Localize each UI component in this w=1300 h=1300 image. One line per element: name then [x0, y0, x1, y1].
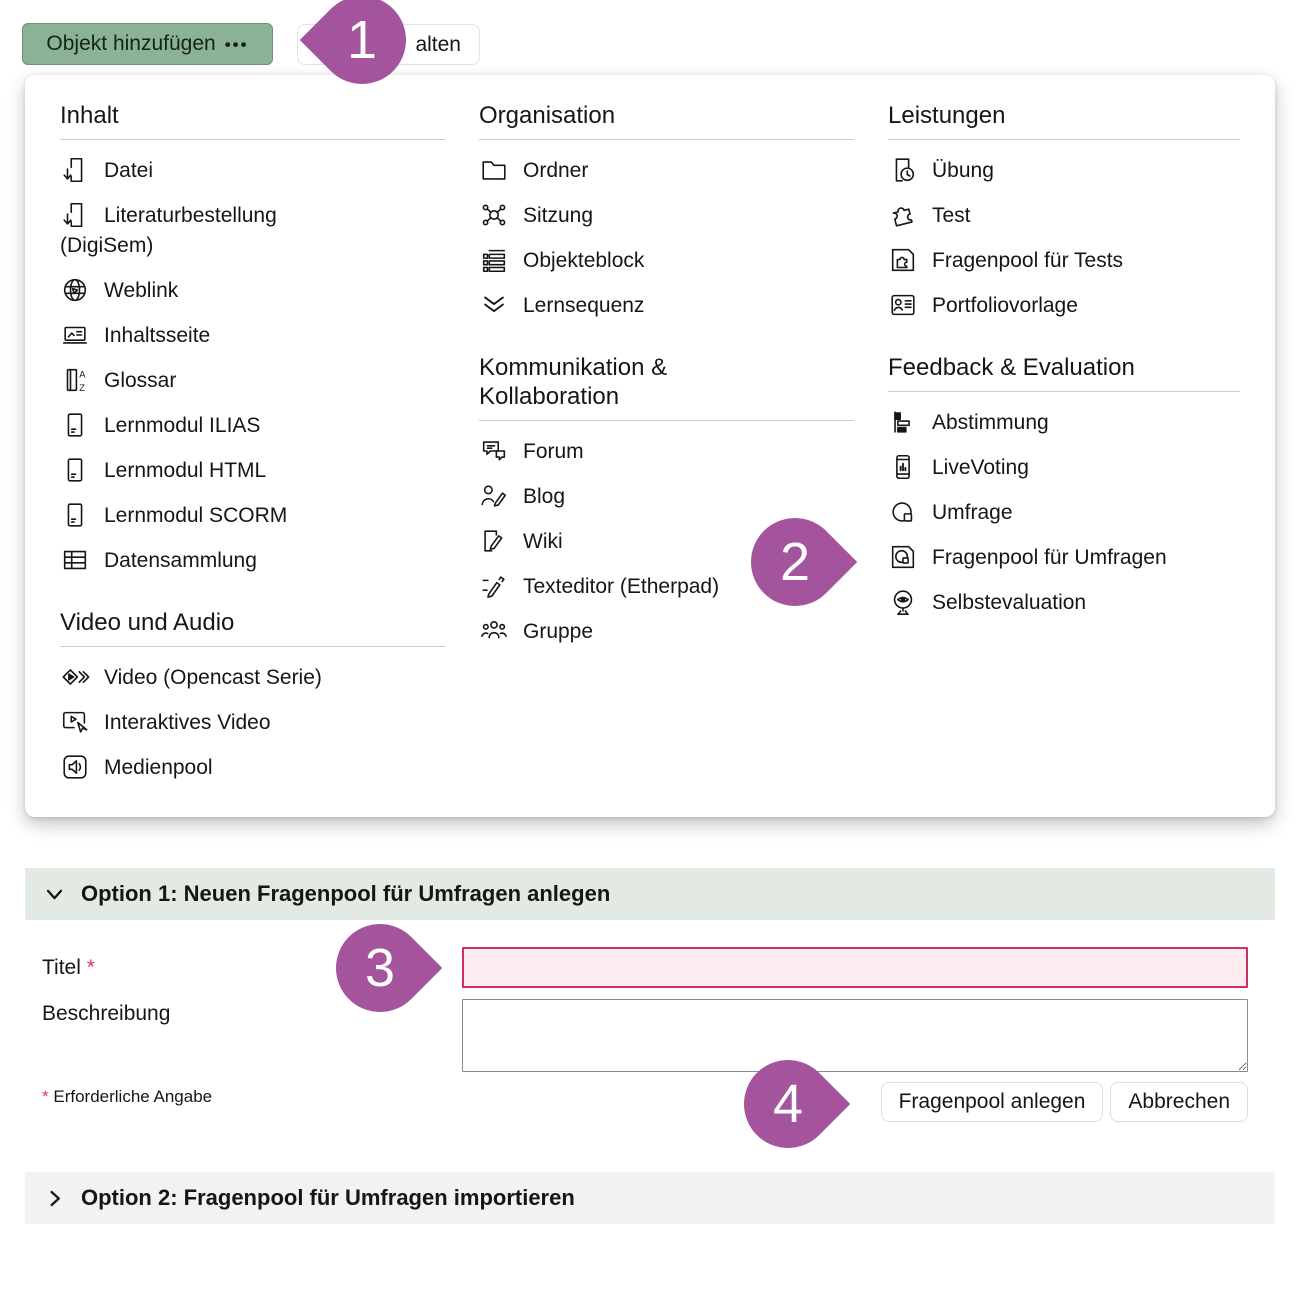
menu-item-label: Forum	[523, 440, 584, 463]
opencast-series-icon	[60, 662, 90, 692]
menu-item-datei[interactable]	[60, 155, 445, 186]
test-icon	[888, 200, 918, 230]
menu-item-selbstevaluation[interactable]	[888, 587, 1240, 618]
folder-icon	[479, 155, 509, 185]
file-download-icon	[60, 155, 90, 185]
description-label-text: Beschreibung	[42, 1002, 171, 1025]
menu-item-label: Selbstevaluation	[932, 591, 1087, 614]
learning-sequence-icon	[479, 290, 509, 320]
menu-item-fragenpool-tests[interactable]	[888, 245, 1240, 276]
menu-item-label: Abstimmung	[932, 411, 1049, 434]
menu-item-label: Literaturbestellung (DigiSem)	[60, 204, 277, 257]
menu-item-umfrage[interactable]	[888, 497, 1240, 528]
required-note	[42, 1087, 212, 1107]
media-pool-icon	[60, 752, 90, 782]
menu-item-label: Datei	[104, 159, 154, 182]
menu-item-weblink[interactable]	[60, 275, 445, 306]
glossary-icon	[60, 365, 90, 395]
interactive-video-icon	[60, 707, 90, 737]
section-title-label: Leistungen	[888, 102, 1006, 129]
menu-item-label: Datensammlung	[104, 549, 257, 572]
menu-item-label: Portfoliovorlage	[932, 294, 1078, 317]
add-object-button[interactable]	[22, 23, 273, 65]
menu-item-medienpool[interactable]	[60, 752, 445, 783]
partial-button-label: alten	[415, 32, 461, 56]
section-title-video-audio	[60, 608, 445, 647]
menu-item-livevoting[interactable]	[888, 452, 1240, 483]
menu-item-label: Fragenpool für Umfragen	[932, 546, 1167, 569]
exercise-icon	[888, 155, 918, 185]
annotation-number: 2	[779, 531, 811, 592]
learning-module-icon	[60, 455, 90, 485]
menu-item-glossar[interactable]	[60, 365, 445, 396]
section-title-inhalt	[60, 101, 445, 140]
annotation-number: 4	[772, 1073, 804, 1134]
file-download-icon	[60, 200, 90, 230]
annotation-number: 3	[364, 937, 396, 998]
menu-item-label: Video (Opencast Serie)	[104, 666, 322, 689]
section-video-audio	[60, 608, 445, 783]
menu-item-forum[interactable]	[479, 436, 854, 467]
add-object-dropdown-panel	[25, 75, 1275, 817]
object-menu	[60, 101, 1240, 797]
menu-item-label: Inhaltsseite	[104, 324, 211, 347]
blog-icon	[479, 481, 509, 511]
add-object-label: Objekt hinzufügen	[46, 32, 216, 55]
question-pool-survey-icon	[888, 542, 918, 572]
menu-item-fragenpool-umfragen[interactable]	[888, 542, 1240, 573]
section-organisation	[479, 101, 854, 321]
menu-item-label: Blog	[523, 485, 566, 508]
section-title-label: Organisation	[479, 102, 616, 129]
menu-item-label: Wiki	[523, 530, 563, 553]
forum-icon	[479, 436, 509, 466]
menu-item-label: LiveVoting	[932, 456, 1029, 479]
menu-item-label: Lernsequenz	[523, 294, 645, 317]
section-feedback	[888, 353, 1240, 618]
menu-item-lernmodul-html[interactable]	[60, 455, 445, 486]
chevron-right-icon	[43, 1187, 66, 1210]
menu-item-lernmodul-ilias[interactable]	[60, 410, 445, 441]
menu-item-literaturbestellung[interactable]	[60, 200, 318, 261]
description-field-label	[42, 1002, 170, 1026]
section-title-label: Video und Audio	[60, 609, 235, 636]
section-title-feedback	[888, 353, 1240, 392]
menu-item-sitzung[interactable]	[479, 200, 854, 231]
menu-item-gruppe[interactable]	[479, 616, 854, 647]
menu-item-uebung[interactable]	[888, 155, 1240, 186]
item-group-icon	[479, 245, 509, 275]
menu-item-label: Glossar	[104, 369, 177, 392]
menu-item-label: Interaktives Video	[104, 711, 271, 734]
title-input[interactable]	[462, 947, 1248, 988]
menu-item-label: Sitzung	[523, 204, 594, 227]
session-icon	[479, 200, 509, 230]
cancel-button[interactable]: Abbrechen	[1110, 1082, 1248, 1122]
description-textarea[interactable]	[462, 999, 1248, 1072]
learning-module-icon	[60, 410, 90, 440]
wiki-icon	[479, 526, 509, 556]
menu-item-label: Test	[932, 204, 971, 227]
etherpad-icon	[479, 571, 509, 601]
section-title-kommunikation	[479, 353, 854, 421]
menu-item-label: Umfrage	[932, 501, 1013, 524]
form-button-row	[462, 1082, 1248, 1122]
section-title-organisation	[479, 101, 854, 140]
menu-item-label: Lernmodul SCORM	[104, 504, 288, 527]
required-note-text: Erforderliche Angabe	[53, 1087, 213, 1106]
menu-item-objekteblock[interactable]	[479, 245, 854, 276]
menu-item-label: Ordner	[523, 159, 589, 182]
create-question-pool-button[interactable]: Fragenpool anlegen	[881, 1082, 1104, 1122]
learning-module-icon	[60, 500, 90, 530]
menu-item-label: Gruppe	[523, 620, 594, 643]
menu-item-test[interactable]	[888, 200, 1240, 231]
menu-column-leistungen	[888, 101, 1240, 797]
ellipsis-icon: •••	[224, 34, 249, 54]
menu-item-video-opencast[interactable]	[60, 662, 445, 693]
annotation-number: 1	[346, 10, 378, 71]
menu-item-label: Fragenpool für Tests	[932, 249, 1124, 272]
menu-item-datensammlung[interactable]	[60, 545, 445, 576]
option1-title: Option 1: Neuen Fragenpool für Umfragen anlegen	[81, 881, 611, 906]
title-field-label	[42, 947, 95, 988]
menu-item-portfoliovorlage[interactable]	[888, 290, 1240, 321]
option2-accordion-header[interactable]	[25, 1172, 1275, 1224]
poll-icon	[888, 407, 918, 437]
question-pool-test-icon	[888, 245, 918, 275]
menu-item-label: Lernmodul HTML	[104, 459, 267, 482]
menu-item-inhaltsseite[interactable]	[60, 320, 445, 351]
data-collection-icon	[60, 545, 90, 575]
section-leistungen	[888, 101, 1240, 321]
section-title-label: Feedback & Evaluation	[888, 354, 1135, 381]
menu-item-lernsequenz[interactable]	[479, 290, 854, 321]
menu-item-lernmodul-scorm[interactable]	[60, 500, 445, 531]
menu-item-label: Übung	[932, 159, 994, 182]
menu-item-label: Weblink	[104, 279, 179, 302]
menu-item-label: Objekteblock	[523, 249, 645, 272]
section-inhalt	[60, 101, 445, 576]
option1-accordion-header[interactable]	[25, 868, 1275, 920]
required-asterisk: *	[86, 956, 95, 979]
menu-item-blog[interactable]	[479, 481, 854, 512]
section-title-label: Inhalt	[60, 102, 119, 129]
menu-item-interaktives-video[interactable]	[60, 707, 445, 738]
menu-item-label: Texteditor (Etherpad)	[523, 575, 720, 598]
portfolio-template-icon	[888, 290, 918, 320]
survey-icon	[888, 497, 918, 527]
group-icon	[479, 616, 509, 646]
annotation-balloon-3	[318, 906, 442, 1030]
option2-title: Option 2: Fragenpool für Umfragen importieren	[81, 1185, 575, 1210]
live-voting-icon	[888, 452, 918, 482]
title-label-text: Titel	[42, 956, 81, 979]
self-evaluation-icon	[888, 587, 918, 617]
chevron-down-icon	[43, 883, 66, 906]
menu-item-label: Lernmodul ILIAS	[104, 414, 261, 437]
content-page-icon	[60, 320, 90, 350]
menu-item-ordner[interactable]	[479, 155, 854, 186]
menu-column-organisation	[479, 101, 854, 797]
section-title-label: Kommunikation & Kollaboration	[479, 354, 668, 410]
required-note-asterisk: *	[42, 1087, 49, 1106]
menu-item-label: Medienpool	[104, 756, 213, 779]
menu-item-abstimmung[interactable]	[888, 407, 1240, 438]
menu-column-inhalt	[60, 101, 445, 797]
globe-icon	[60, 275, 90, 305]
section-title-leistungen	[888, 101, 1240, 140]
